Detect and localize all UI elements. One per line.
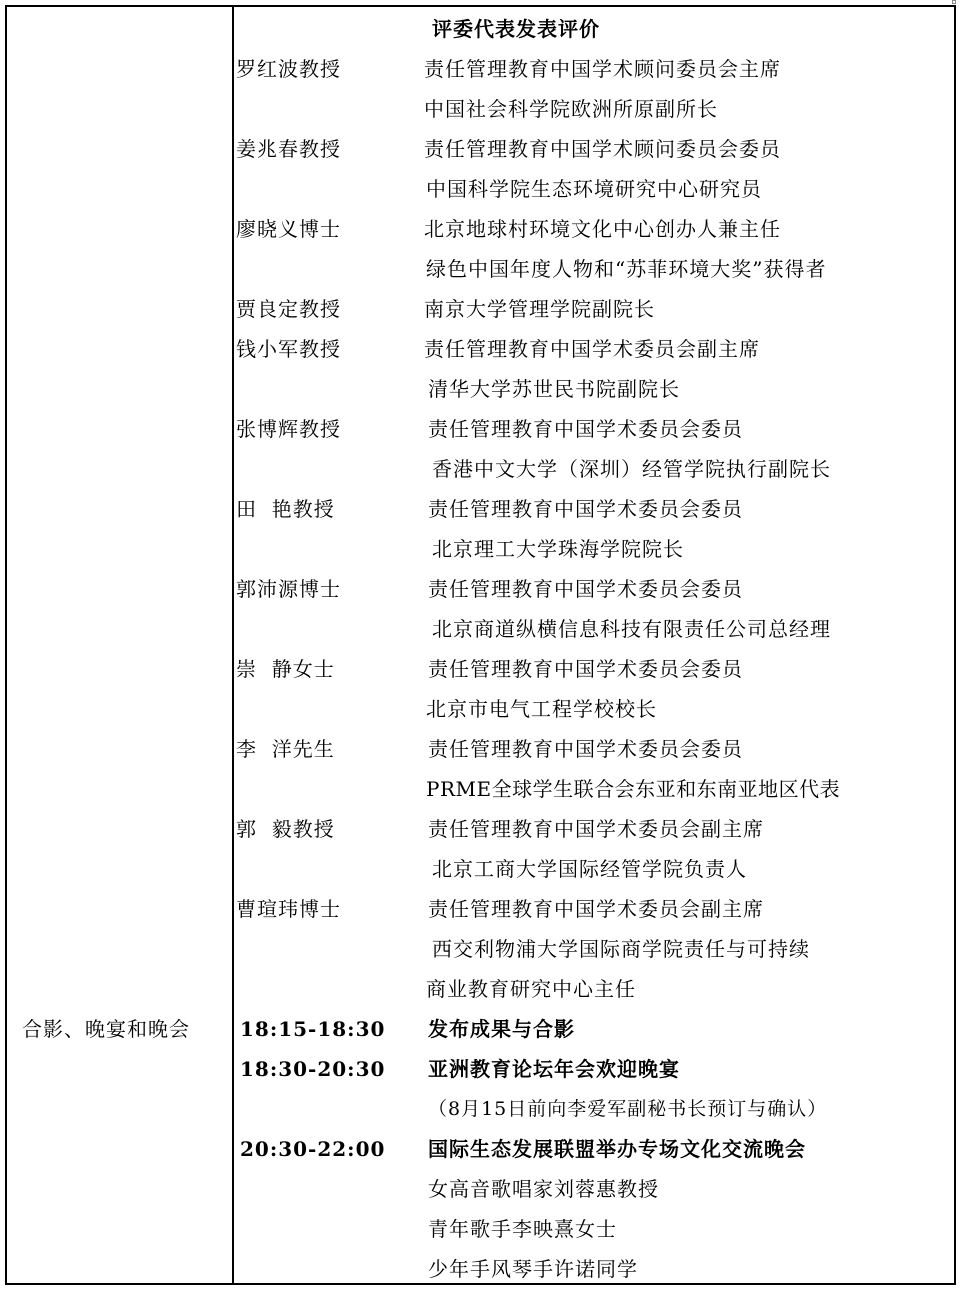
judge-title: 北京市电气工程学校校长 bbox=[426, 697, 657, 721]
section-title: 评委代表发表评价 bbox=[432, 17, 600, 41]
judge-name: 郭沛源博士 bbox=[236, 577, 341, 601]
performer: 青年歌手李映熹女士 bbox=[428, 1217, 617, 1241]
judge-title: 责任管理教育中国学术委员会委员 bbox=[428, 657, 743, 681]
judge-title: 责任管理教育中国学术委员会委员 bbox=[428, 577, 743, 601]
judge-name: 郭 毅教授 bbox=[236, 817, 335, 841]
judge-title: 商业教育研究中心主任 bbox=[426, 977, 636, 1001]
event-time: 18:30-20:30 bbox=[240, 1057, 386, 1081]
event-time: 18:15-18:30 bbox=[240, 1017, 386, 1041]
event-title: 亚洲教育论坛年会欢迎晚宴 bbox=[428, 1057, 680, 1081]
judge-title: 北京地球村环境文化中心创办人兼主任 bbox=[424, 217, 781, 241]
judge-title: 责任管理教育中国学术顾问委员会委员 bbox=[424, 137, 781, 161]
table-corner-marker bbox=[952, 0, 956, 4]
judge-title: PRME全球学生联合会东亚和东南亚地区代表 bbox=[426, 777, 841, 801]
performer: 少年手风琴手许诺同学 bbox=[428, 1257, 638, 1281]
judge-title: 责任管理教育中国学术委员会副主席 bbox=[424, 337, 760, 361]
judge-name: 廖晓义博士 bbox=[236, 217, 341, 241]
judge-title: 北京理工大学珠海学院院长 bbox=[432, 537, 684, 561]
judge-title: 责任管理教育中国学术委员会委员 bbox=[428, 417, 743, 441]
judge-title: 中国社会科学院欧洲所原副所长 bbox=[424, 97, 718, 121]
judge-name: 崇 静女士 bbox=[236, 657, 335, 681]
judge-name: 姜兆春教授 bbox=[236, 137, 341, 161]
judge-title: 责任管理教育中国学术委员会副主席 bbox=[428, 897, 764, 921]
judge-title: 西交利物浦大学国际商学院责任与可持续 bbox=[432, 937, 810, 961]
judge-title: 香港中文大学（深圳）经管学院执行副院长 bbox=[432, 457, 831, 481]
event-note: （8月15日前向李爱军副秘书长预订与确认） bbox=[428, 1098, 828, 1120]
judge-name: 贾良定教授 bbox=[236, 297, 341, 321]
judge-title: 南京大学管理学院副院长 bbox=[424, 297, 655, 321]
judge-name: 张博辉教授 bbox=[236, 417, 341, 441]
session-label: 合影、晚宴和晚会 bbox=[22, 1017, 190, 1041]
judge-name: 李 洋先生 bbox=[236, 737, 335, 761]
judge-name: 罗红波教授 bbox=[236, 57, 341, 81]
event-time: 20:30-22:00 bbox=[240, 1137, 386, 1161]
judge-title: 责任管理教育中国学术委员会委员 bbox=[428, 497, 743, 521]
judge-title: 绿色中国年度人物和“苏菲环境大奖”获得者 bbox=[426, 257, 827, 281]
column-divider bbox=[232, 5, 234, 1285]
judge-title: 清华大学苏世民书院副院长 bbox=[428, 377, 680, 401]
judge-name: 钱小军教授 bbox=[236, 337, 341, 361]
judge-title: 中国科学院生态环境研究中心研究员 bbox=[426, 177, 762, 201]
event-title: 国际生态发展联盟举办专场文化交流晚会 bbox=[428, 1137, 806, 1161]
event-title: 发布成果与合影 bbox=[428, 1017, 575, 1041]
performer: 女高音歌唱家刘蓉惠教授 bbox=[428, 1177, 659, 1201]
judge-title: 责任管理教育中国学术顾问委员会主席 bbox=[424, 57, 781, 81]
judge-name: 曹瑄玮博士 bbox=[236, 897, 341, 921]
judge-name: 田 艳教授 bbox=[236, 497, 335, 521]
judge-title: 责任管理教育中国学术委员会副主席 bbox=[428, 817, 764, 841]
judge-title: 北京工商大学国际经管学院负责人 bbox=[432, 857, 747, 881]
judge-title: 北京商道纵横信息科技有限责任公司总经理 bbox=[432, 617, 831, 641]
judge-title: 责任管理教育中国学术委员会委员 bbox=[428, 737, 743, 761]
